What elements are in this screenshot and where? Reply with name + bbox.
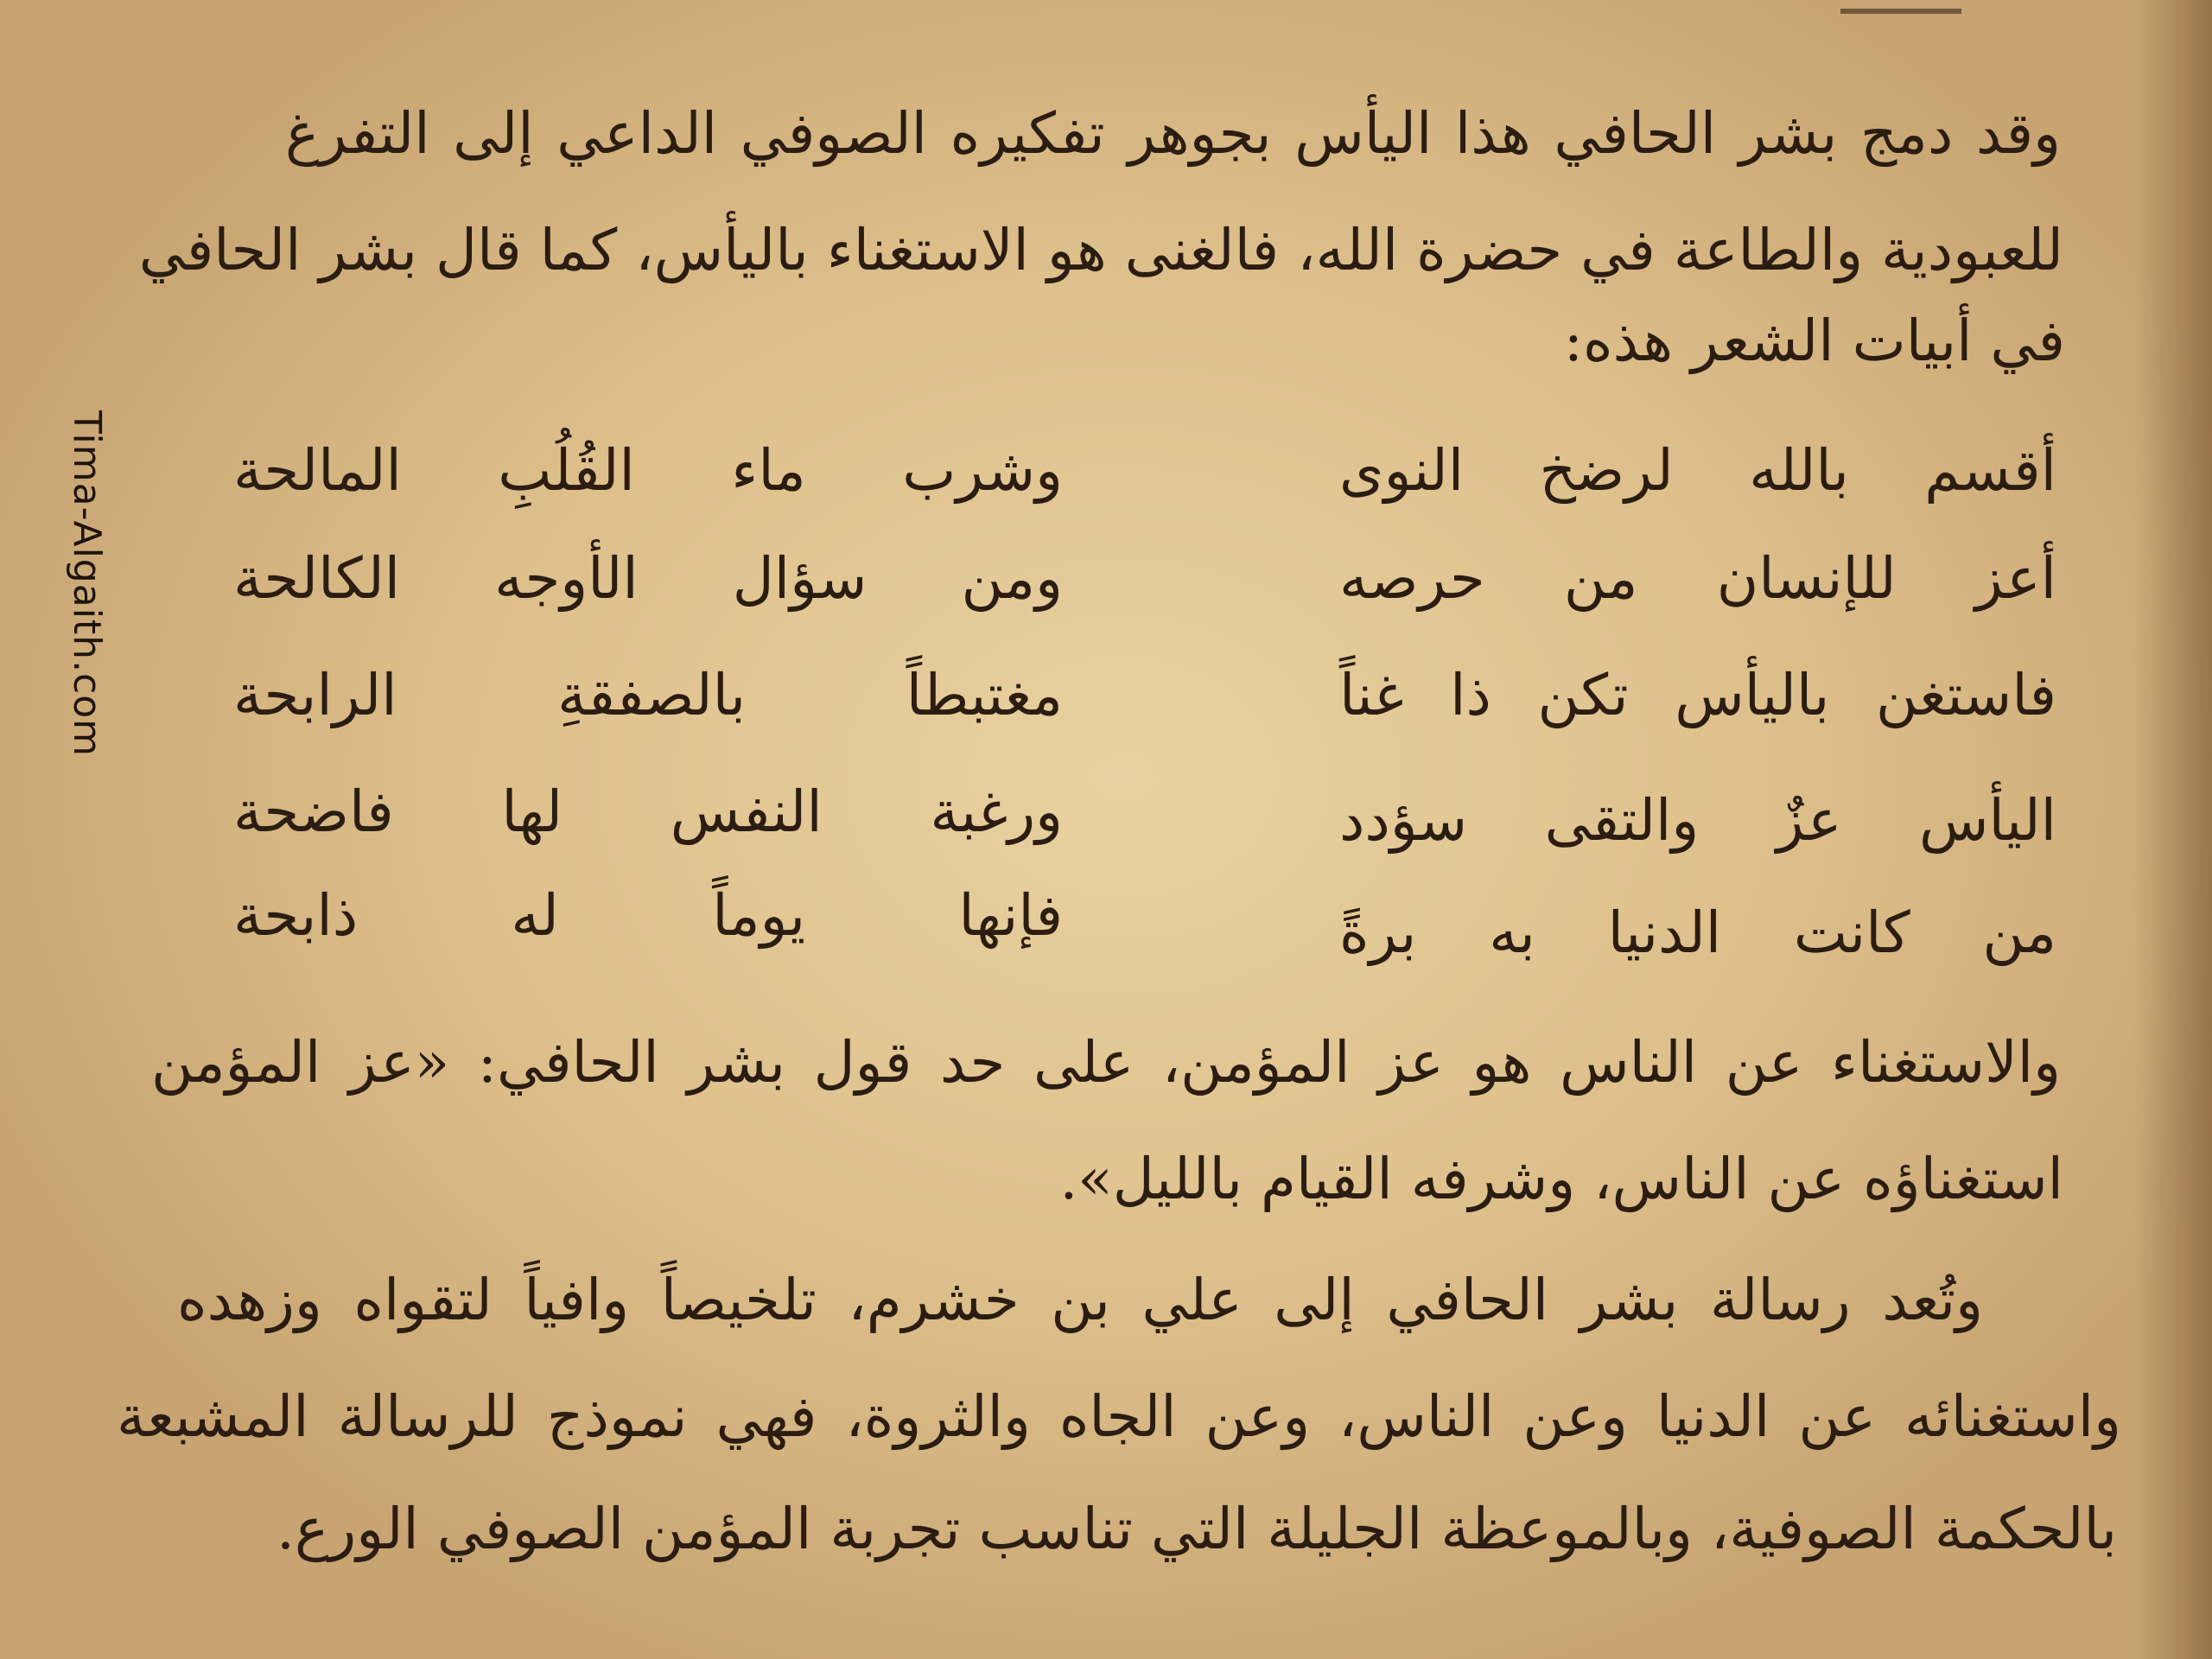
top-edge-mark [1840,0,1961,14]
verse-1-second-hemistich: وشرب ماء القُلُبِ المالحة [233,437,1063,504]
verse-2-second-hemistich: ومن سؤال الأوجه الكالحة [233,545,1063,612]
verse-5-first-hemistich: من كانت الدنيا به برةً [1339,899,2056,966]
paragraph-3-line-3: بالحكمة الصوفية، وبالموعظة الجليلة التي تناسب تجربة المؤمن الصوفي الورع. [276,1496,2117,1562]
verse-5-second-hemistich: فإنها يوماً له ذابحة [233,882,1063,949]
page-gutter-shadow [2134,0,2212,1659]
paragraph-2-line-2: استغناؤه عن الناس، وشرفه القيام بالليل». [1059,1146,2063,1212]
verse-3-first-hemistich: فاستغن باليأس تكن ذا غناً [1339,662,2056,728]
paragraph-1-line-1: وقد دمج بشر الحافي هذا اليأس بجوهر تفكيره الصوفي الداعي إلى التفرغ [285,100,2061,167]
verse-4-second-hemistich: ورغبة النفس لها فاضحة [233,779,1063,845]
paragraph-3-line-1: وتُعد رسالة بشر الحافي إلى علي بن خشرم، تلخيصاً وافياً لتقواه وزهده [177,1267,1983,1333]
verse-4-first-hemistich: اليأس عزٌ والتقى سؤدد [1339,787,2056,854]
paragraph-2-line-1: والاستغناء عن الناس هو عز المؤمن، على حد قول بشر الحافي: «عز المؤمن [151,1029,2061,1096]
verse-1-first-hemistich: أقسم بالله لرضخ النوى [1339,437,2056,504]
verse-2-first-hemistich: أعز للإنسان من حرصه [1339,545,2056,612]
verse-3-second-hemistich: مغتبطاً بالصفقةِ الرابحة [233,662,1063,728]
paragraph-1-line-3: في أبيات الشعر هذه: [1563,308,2065,374]
watermark-text: Tima-Algaith.com [65,410,109,758]
paragraph-1-line-2: للعبودية والطاعة في حضرة الله، فالغنى هو الاستغناء باليأس، كما قال بشر الحافي [138,217,2063,283]
paragraph-3-line-2: واستغنائه عن الدنيا وعن الناس، وعن الجاه والثروة، فهي نموذج للرسالة المشبعة [117,1383,2121,1450]
